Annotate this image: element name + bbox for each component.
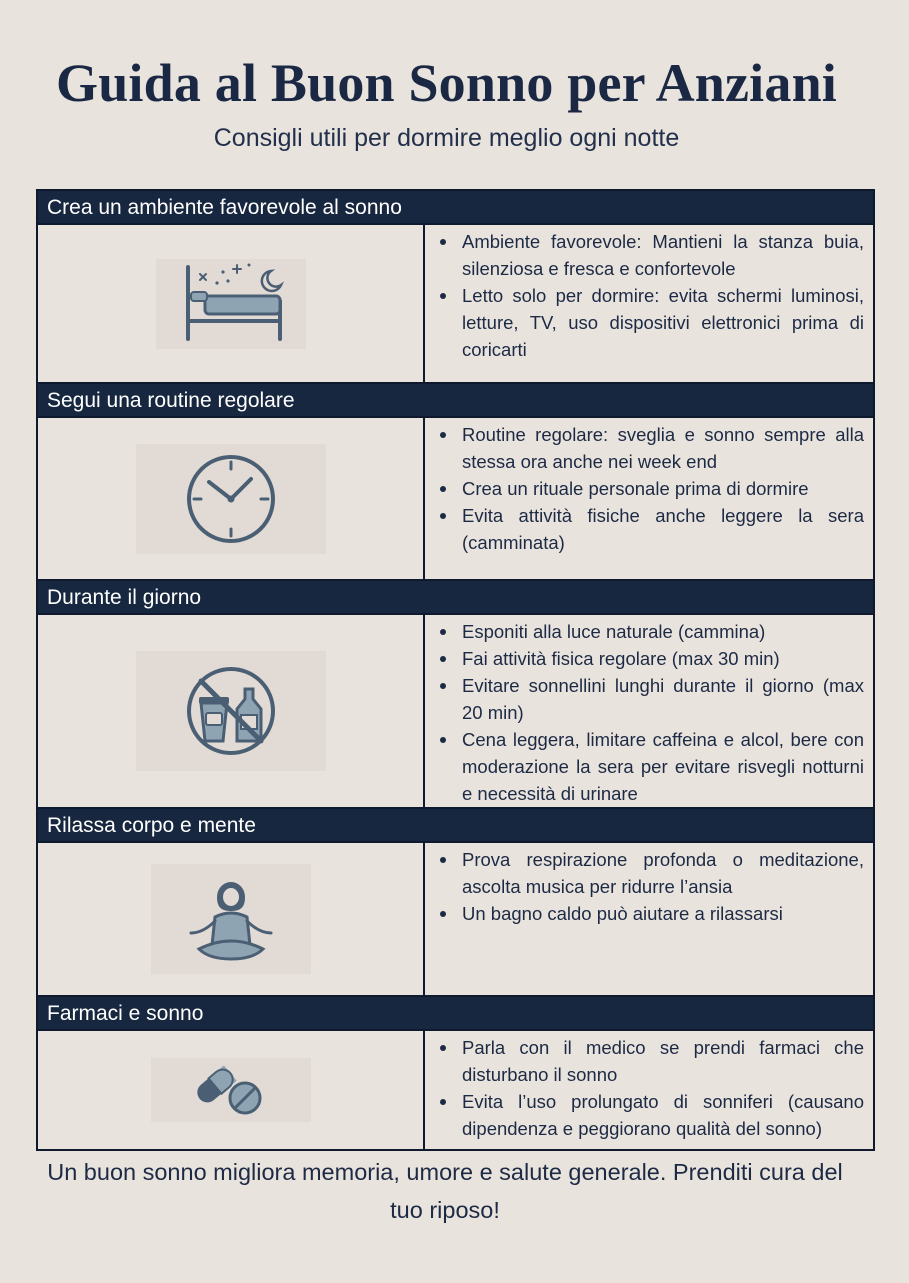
- section-heading-environment: Crea un ambiente favorevole al sonno: [38, 191, 873, 225]
- list-item: Ambiente favorevole: Mantieni la stanza buia, silenziosa e fresca e confortevole: [435, 228, 864, 282]
- list-item: Evita attività fisiche anche leggere la sera (camminata): [435, 502, 864, 556]
- page-subtitle: Consigli utili per dormire meglio ogni notte: [213, 124, 680, 152]
- list-item: Cena leggera, limitare caffeina e alcol, bere con moderazione la sera per evitare risvegli notturni e necessità di urinare: [435, 726, 864, 807]
- meditation-icon: [181, 869, 281, 969]
- section-heading-relax: Rilassa corpo e mente: [38, 809, 873, 843]
- list-item: Letto solo per dormire: evita schermi luminosi, letture, TV, uso dispositivi elettronici prima di coricarti: [435, 282, 864, 363]
- list-item: Parla con il medico se prendi farmaci che disturbano il sonno: [435, 1034, 864, 1088]
- pills-icon: [191, 1058, 271, 1122]
- section-body-relax: [38, 843, 873, 997]
- section-heading-daytime: Durante il giorno: [38, 581, 873, 615]
- section-body-medicines: [38, 1031, 873, 1149]
- section-heading-medicines: Farmaci e sonno: [38, 997, 873, 1031]
- list-item: Fai attività fisica regolare (max 30 min): [435, 645, 864, 672]
- list-item: Un bagno caldo può aiutare a rilassarsi: [435, 900, 864, 927]
- no-caffeine-alcohol-icon: [181, 661, 281, 761]
- footer-note: Un buon sonno migliora memoria, umore e salute generale. Prenditi cura del tuo riposo!: [47, 1159, 843, 1223]
- list-item: Prova respirazione profonda o meditazione, ascolta musica per ridurre l’ansia: [435, 846, 864, 900]
- list-item: Esponiti alla luce naturale (cammina): [435, 618, 864, 645]
- clock-icon: [181, 449, 281, 549]
- section-body-daytime: [38, 615, 873, 809]
- section-body-environment: [38, 225, 873, 384]
- list-item: Evitare sonnellini lunghi durante il giorno (max 20 min): [435, 672, 864, 726]
- list-item: Routine regolare: sveglia e sonno sempre alla stessa ora anche nei week end: [435, 421, 864, 475]
- list-item: Crea un rituale personale prima di dormire: [435, 475, 864, 502]
- bed-night-icon: [171, 259, 291, 349]
- page-title: Guida al Buon Sonno per Anziani: [56, 53, 837, 113]
- list-item: Evita l’uso prolungato di sonniferi (causano dipendenza e peggiorano qualità del sonno): [435, 1088, 864, 1142]
- tips-table: [36, 189, 875, 1151]
- section-heading-routine: Segui una routine regolare: [38, 384, 873, 418]
- section-body-routine: [38, 418, 873, 581]
